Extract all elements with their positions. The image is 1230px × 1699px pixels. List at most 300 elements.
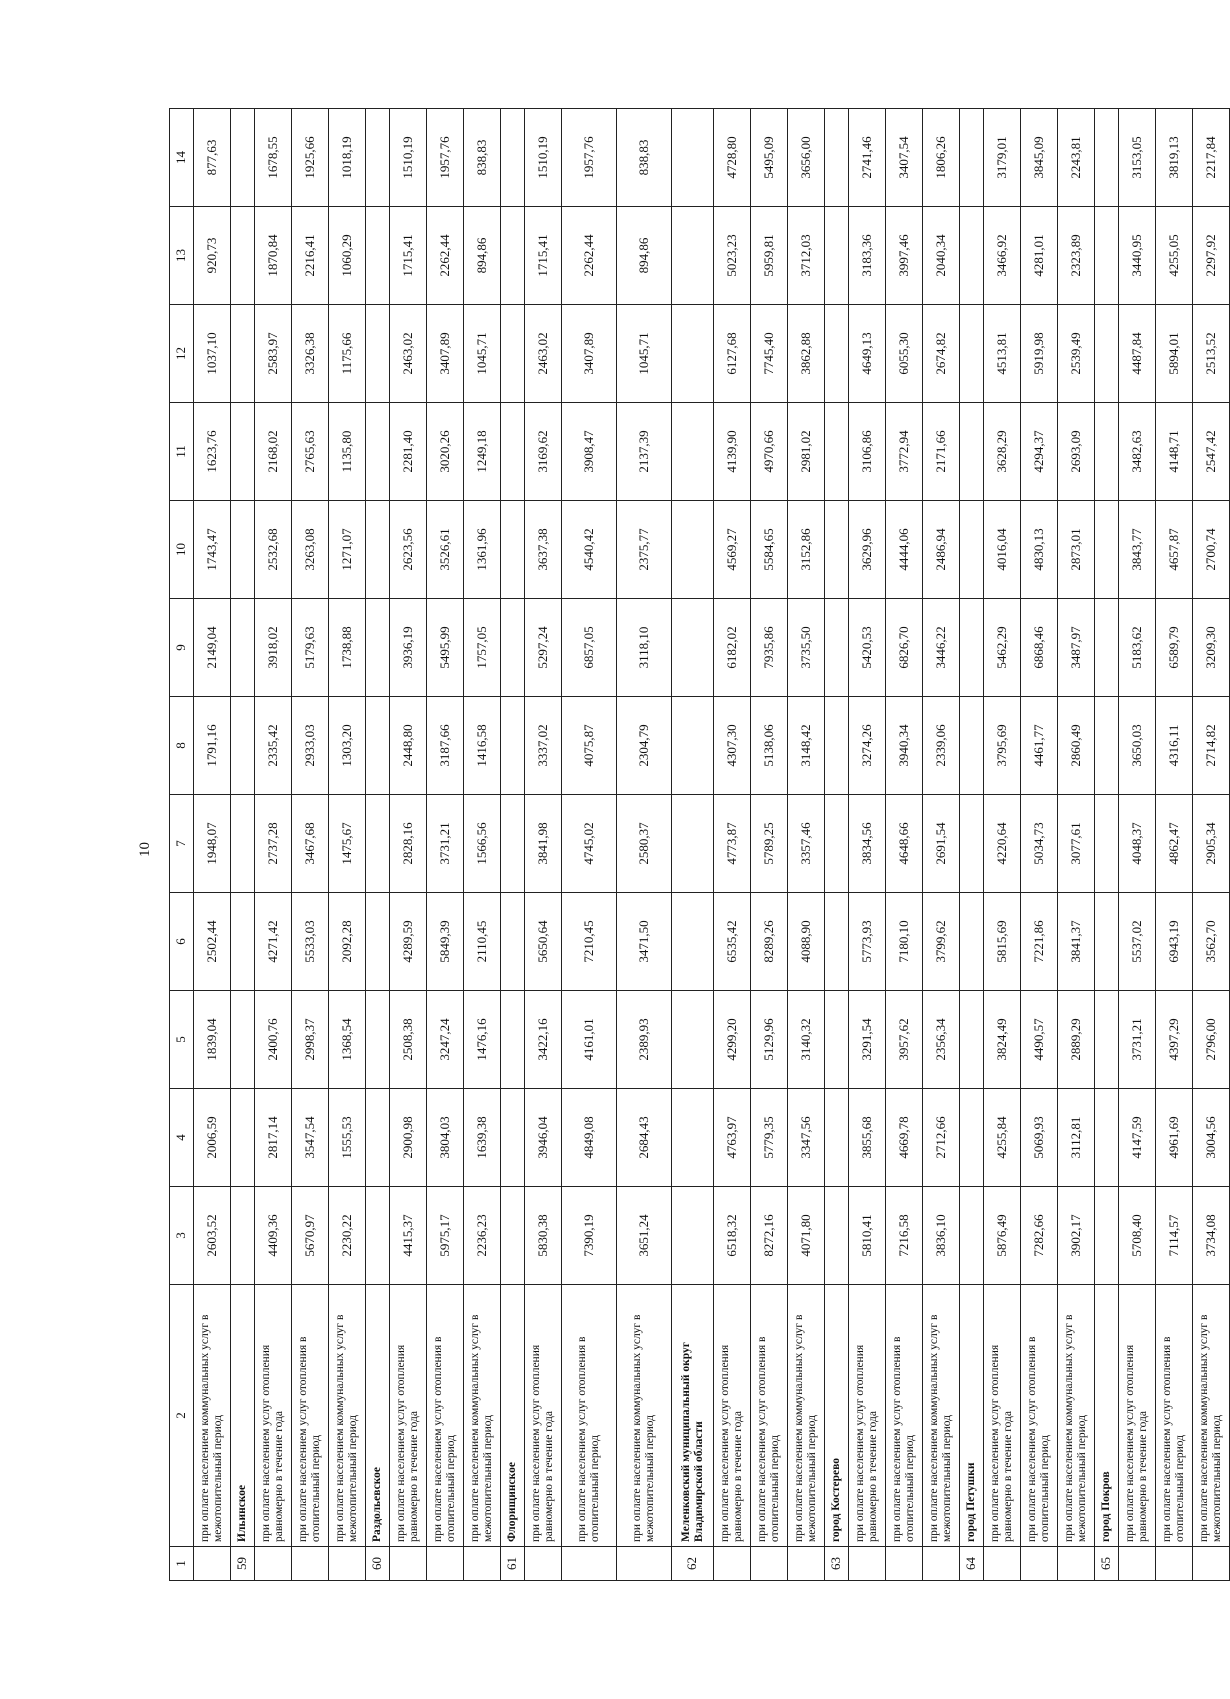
table-row xyxy=(788,109,825,1581)
value-cell: 5462,29 xyxy=(984,599,1021,697)
row-description: при оплате населением коммунальных услуг в межотопительный период xyxy=(329,1285,366,1547)
value-cell: 4307,30 xyxy=(714,697,751,795)
value-cell: 4409,36 xyxy=(255,1187,292,1285)
empty-cell xyxy=(231,207,255,305)
value-cell: 3106,86 xyxy=(849,403,886,501)
empty-cell xyxy=(672,599,714,697)
value-cell: 8272,16 xyxy=(751,1187,788,1285)
row-description: при оплате населением коммунальных услуг в межотопительный период xyxy=(923,1285,960,1547)
value-cell: 2817,14 xyxy=(255,1089,292,1187)
empty-cell xyxy=(231,697,255,795)
value-cell: 2691,54 xyxy=(923,795,960,893)
table-row xyxy=(886,109,923,1581)
value-cell: 5650,64 xyxy=(525,893,562,991)
value-cell: 4316,11 xyxy=(1156,697,1193,795)
empty-cell xyxy=(960,991,984,1089)
value-cell: 5495,99 xyxy=(427,599,464,697)
value-cell: 894,86 xyxy=(617,207,672,305)
value-cell: 4088,90 xyxy=(788,893,825,991)
table-row xyxy=(984,109,1021,1581)
value-cell: 1249,18 xyxy=(464,403,501,501)
value-cell: 6127,68 xyxy=(714,305,751,403)
row-number xyxy=(886,1547,923,1581)
row-number xyxy=(390,1547,427,1581)
row-description: при оплате населением услуг отопления равномерно в течение года xyxy=(714,1285,751,1547)
empty-cell xyxy=(825,893,849,991)
empty-cell xyxy=(825,599,849,697)
row-description: при оплате населением услуг отопления равномерно в течение года xyxy=(1119,1285,1156,1547)
value-cell: 1738,88 xyxy=(329,599,366,697)
empty-cell xyxy=(501,305,525,403)
value-cell: 4397,29 xyxy=(1156,991,1193,1089)
empty-cell xyxy=(501,697,525,795)
row-number: 65 xyxy=(1095,1547,1119,1581)
value-cell: 3819,13 xyxy=(1156,109,1193,207)
row-description: при оплате населением услуг отопления равномерно в течение года xyxy=(984,1285,1021,1547)
empty-cell xyxy=(231,1187,255,1285)
empty-cell xyxy=(1095,991,1119,1089)
value-cell: 3407,54 xyxy=(886,109,923,207)
value-cell: 4255,05 xyxy=(1156,207,1193,305)
column-header: 11 xyxy=(170,403,194,501)
value-cell: 7114,57 xyxy=(1156,1187,1193,1285)
section-title-row xyxy=(501,109,525,1581)
empty-cell xyxy=(231,599,255,697)
value-cell: 838,83 xyxy=(464,109,501,207)
value-cell: 2006,59 xyxy=(194,1089,231,1187)
empty-cell xyxy=(825,1089,849,1187)
value-cell: 1037,10 xyxy=(194,305,231,403)
empty-cell xyxy=(960,893,984,991)
empty-cell xyxy=(231,109,255,207)
row-number xyxy=(562,1547,617,1581)
value-cell: 3247,24 xyxy=(427,991,464,1089)
row-number xyxy=(255,1547,292,1581)
empty-cell xyxy=(825,207,849,305)
value-cell: 3467,68 xyxy=(292,795,329,893)
value-cell: 4139,90 xyxy=(714,403,751,501)
section-title-row xyxy=(825,109,849,1581)
value-cell: 8289,26 xyxy=(751,893,788,991)
value-cell: 2297,92 xyxy=(1193,207,1230,305)
value-cell: 4728,80 xyxy=(714,109,751,207)
value-cell: 4970,66 xyxy=(751,403,788,501)
value-cell: 1566,56 xyxy=(464,795,501,893)
value-cell: 2900,98 xyxy=(390,1089,427,1187)
empty-cell xyxy=(231,1089,255,1187)
value-cell: 4220,64 xyxy=(984,795,1021,893)
value-cell: 4849,08 xyxy=(562,1089,617,1187)
tariff-table xyxy=(169,108,1230,1581)
value-cell: 2137,39 xyxy=(617,403,672,501)
value-cell: 7282,66 xyxy=(1021,1187,1058,1285)
table-row xyxy=(329,109,366,1581)
value-cell: 3326,38 xyxy=(292,305,329,403)
empty-cell xyxy=(366,207,390,305)
empty-cell xyxy=(672,795,714,893)
value-cell: 2580,37 xyxy=(617,795,672,893)
value-cell: 5815,69 xyxy=(984,893,1021,991)
value-cell: 2375,77 xyxy=(617,501,672,599)
section-title-row xyxy=(960,109,984,1581)
value-cell: 5297,24 xyxy=(525,599,562,697)
value-cell: 3804,03 xyxy=(427,1089,464,1187)
row-description: при оплате населением коммунальных услуг в межотопительный период xyxy=(464,1285,501,1547)
empty-cell xyxy=(825,1187,849,1285)
value-cell: 6857,05 xyxy=(562,599,617,697)
table-row xyxy=(751,109,788,1581)
value-cell: 2236,23 xyxy=(464,1187,501,1285)
value-cell: 1791,16 xyxy=(194,697,231,795)
table-row xyxy=(1021,109,1058,1581)
empty-cell xyxy=(1095,403,1119,501)
value-cell: 3997,46 xyxy=(886,207,923,305)
value-cell: 2539,49 xyxy=(1058,305,1095,403)
empty-cell xyxy=(366,1089,390,1187)
value-cell: 3187,66 xyxy=(427,697,464,795)
value-cell: 1806,26 xyxy=(923,109,960,207)
value-cell: 1623,76 xyxy=(194,403,231,501)
empty-cell xyxy=(501,795,525,893)
value-cell: 4071,80 xyxy=(788,1187,825,1285)
row-number: 61 xyxy=(501,1547,525,1581)
value-cell: 5810,41 xyxy=(849,1187,886,1285)
row-description: при оплате населением услуг отопления равномерно в течение года xyxy=(390,1285,427,1547)
value-cell: 3169,62 xyxy=(525,403,562,501)
row-number xyxy=(1193,1547,1230,1581)
empty-cell xyxy=(1095,109,1119,207)
value-cell: 2828,16 xyxy=(390,795,427,893)
value-cell: 5069,93 xyxy=(1021,1089,1058,1187)
value-cell: 4961,69 xyxy=(1156,1089,1193,1187)
value-cell: 3118,10 xyxy=(617,599,672,697)
section-title: Флорищинское xyxy=(501,1285,525,1547)
value-cell: 2765,63 xyxy=(292,403,329,501)
row-number xyxy=(194,1547,231,1581)
value-cell: 5670,97 xyxy=(292,1187,329,1285)
value-cell: 4271,42 xyxy=(255,893,292,991)
empty-cell xyxy=(825,305,849,403)
row-number: 63 xyxy=(825,1547,849,1581)
empty-cell xyxy=(960,697,984,795)
row-description: при оплате населением услуг отопления в отопительный период xyxy=(886,1285,923,1547)
row-number xyxy=(1156,1547,1193,1581)
value-cell: 2448,80 xyxy=(390,697,427,795)
row-number: 64 xyxy=(960,1547,984,1581)
table-row xyxy=(464,109,501,1581)
empty-cell xyxy=(366,893,390,991)
row-description: при оплате населением услуг отопления в отопительный период xyxy=(562,1285,617,1547)
empty-cell xyxy=(672,109,714,207)
empty-cell xyxy=(825,403,849,501)
value-cell: 1018,19 xyxy=(329,109,366,207)
empty-cell xyxy=(672,991,714,1089)
value-cell: 3466,92 xyxy=(984,207,1021,305)
value-cell: 2547,42 xyxy=(1193,403,1230,501)
value-cell: 877,63 xyxy=(194,109,231,207)
row-number xyxy=(788,1547,825,1581)
empty-cell xyxy=(825,109,849,207)
table-row xyxy=(714,109,751,1581)
column-header: 8 xyxy=(170,697,194,795)
value-cell: 3482,63 xyxy=(1119,403,1156,501)
value-cell: 1957,76 xyxy=(427,109,464,207)
table-row xyxy=(923,109,960,1581)
value-cell: 3153,05 xyxy=(1119,109,1156,207)
empty-cell xyxy=(672,697,714,795)
value-cell: 2700,74 xyxy=(1193,501,1230,599)
row-number: 59 xyxy=(231,1547,255,1581)
empty-cell xyxy=(825,501,849,599)
value-cell: 920,73 xyxy=(194,207,231,305)
value-cell: 3152,86 xyxy=(788,501,825,599)
value-cell: 3487,97 xyxy=(1058,599,1095,697)
empty-cell xyxy=(366,599,390,697)
empty-cell xyxy=(501,109,525,207)
value-cell: 5919,98 xyxy=(1021,305,1058,403)
value-cell: 3407,89 xyxy=(427,305,464,403)
rotated-table-wrapper xyxy=(169,111,1223,1581)
row-description: при оплате населением услуг отопления в отопительный период xyxy=(427,1285,464,1547)
value-cell: 1475,67 xyxy=(329,795,366,893)
column-header: 2 xyxy=(170,1285,194,1547)
empty-cell xyxy=(672,1187,714,1285)
value-cell: 3799,62 xyxy=(923,893,960,991)
section-title: Меленковский муниципальный округ Владимирской области xyxy=(672,1285,714,1547)
value-cell: 4513,81 xyxy=(984,305,1021,403)
value-cell: 2262,44 xyxy=(427,207,464,305)
value-cell: 5959,81 xyxy=(751,207,788,305)
value-cell: 5533,03 xyxy=(292,893,329,991)
value-cell: 1639,38 xyxy=(464,1089,501,1187)
value-cell: 6826,70 xyxy=(886,599,923,697)
value-cell: 5894,01 xyxy=(1156,305,1193,403)
value-cell: 3908,47 xyxy=(562,403,617,501)
value-cell: 4281,01 xyxy=(1021,207,1058,305)
table-row xyxy=(1193,109,1230,1581)
row-number xyxy=(292,1547,329,1581)
value-cell: 3772,94 xyxy=(886,403,923,501)
value-cell: 2323,89 xyxy=(1058,207,1095,305)
row-number xyxy=(751,1547,788,1581)
value-cell: 4148,71 xyxy=(1156,403,1193,501)
value-cell: 3347,56 xyxy=(788,1089,825,1187)
row-number xyxy=(617,1547,672,1581)
value-cell: 5183,62 xyxy=(1119,599,1156,697)
value-cell: 2684,43 xyxy=(617,1089,672,1187)
empty-cell xyxy=(672,403,714,501)
table-row xyxy=(562,109,617,1581)
value-cell: 1870,84 xyxy=(255,207,292,305)
value-cell: 4649,13 xyxy=(849,305,886,403)
value-cell: 7180,10 xyxy=(886,893,923,991)
row-number xyxy=(849,1547,886,1581)
value-cell: 3148,42 xyxy=(788,697,825,795)
value-cell: 7745,40 xyxy=(751,305,788,403)
value-cell: 894,86 xyxy=(464,207,501,305)
value-cell: 1175,66 xyxy=(329,305,366,403)
empty-cell xyxy=(366,501,390,599)
value-cell: 1045,71 xyxy=(617,305,672,403)
value-cell: 4415,37 xyxy=(390,1187,427,1285)
value-cell: 4147,59 xyxy=(1119,1089,1156,1187)
value-cell: 838,83 xyxy=(617,109,672,207)
empty-cell xyxy=(366,305,390,403)
value-cell: 4745,02 xyxy=(562,795,617,893)
empty-cell xyxy=(366,1187,390,1285)
empty-cell xyxy=(960,305,984,403)
row-description: при оплате населением коммунальных услуг в межотопительный период xyxy=(1193,1285,1230,1547)
empty-cell xyxy=(960,109,984,207)
row-number xyxy=(714,1547,751,1581)
value-cell: 1045,71 xyxy=(464,305,501,403)
table-row xyxy=(194,109,231,1581)
row-description: при оплате населением услуг отопления в отопительный период xyxy=(751,1285,788,1547)
value-cell: 3140,32 xyxy=(788,991,825,1089)
value-cell: 3824,49 xyxy=(984,991,1021,1089)
empty-cell xyxy=(960,1089,984,1187)
section-title: город Петушки xyxy=(960,1285,984,1547)
section-title-row xyxy=(366,109,390,1581)
empty-cell xyxy=(960,795,984,893)
value-cell: 3471,50 xyxy=(617,893,672,991)
column-header: 5 xyxy=(170,991,194,1089)
value-cell: 4294,37 xyxy=(1021,403,1058,501)
value-cell: 5034,73 xyxy=(1021,795,1058,893)
value-cell: 2356,34 xyxy=(923,991,960,1089)
value-cell: 2741,46 xyxy=(849,109,886,207)
value-cell: 4161,01 xyxy=(562,991,617,1089)
value-cell: 7216,58 xyxy=(886,1187,923,1285)
row-number xyxy=(1058,1547,1095,1581)
value-cell: 3183,36 xyxy=(849,207,886,305)
table-row xyxy=(849,109,886,1581)
value-cell: 2933,03 xyxy=(292,697,329,795)
section-title: город Костерево xyxy=(825,1285,849,1547)
value-cell: 3274,26 xyxy=(849,697,886,795)
value-cell: 2339,06 xyxy=(923,697,960,795)
row-description: при оплате населением услуг отопления равномерно в течение года xyxy=(255,1285,292,1547)
value-cell: 4657,87 xyxy=(1156,501,1193,599)
row-number xyxy=(464,1547,501,1581)
value-cell: 3834,56 xyxy=(849,795,886,893)
table-row xyxy=(1058,109,1095,1581)
value-cell: 3712,03 xyxy=(788,207,825,305)
value-cell: 3562,70 xyxy=(1193,893,1230,991)
value-cell: 1135,80 xyxy=(329,403,366,501)
row-description: при оплате населением коммунальных услуг в межотопительный период xyxy=(194,1285,231,1547)
section-title-row xyxy=(672,109,714,1581)
value-cell: 2171,66 xyxy=(923,403,960,501)
table-row xyxy=(390,109,427,1581)
empty-cell xyxy=(1095,893,1119,991)
column-header: 12 xyxy=(170,305,194,403)
row-description: при оплате населением услуг отопления в отопительный период xyxy=(292,1285,329,1547)
row-description: при оплате населением услуг отопления равномерно в течение года xyxy=(525,1285,562,1547)
value-cell: 1271,07 xyxy=(329,501,366,599)
empty-cell xyxy=(672,893,714,991)
value-cell: 4289,59 xyxy=(390,893,427,991)
empty-cell xyxy=(366,109,390,207)
value-cell: 4569,27 xyxy=(714,501,751,599)
value-cell: 2674,82 xyxy=(923,305,960,403)
empty-cell xyxy=(366,697,390,795)
table-row xyxy=(292,109,329,1581)
row-number: 62 xyxy=(672,1547,714,1581)
table-row xyxy=(1156,109,1193,1581)
value-cell: 1510,19 xyxy=(390,109,427,207)
value-cell: 1416,58 xyxy=(464,697,501,795)
value-cell: 3843,77 xyxy=(1119,501,1156,599)
table-row xyxy=(525,109,562,1581)
value-cell: 1743,47 xyxy=(194,501,231,599)
empty-cell xyxy=(366,403,390,501)
value-cell: 2981,02 xyxy=(788,403,825,501)
value-cell: 3446,22 xyxy=(923,599,960,697)
value-cell: 3407,89 xyxy=(562,305,617,403)
row-number xyxy=(1021,1547,1058,1581)
section-title-row xyxy=(1095,109,1119,1581)
value-cell: 5129,96 xyxy=(751,991,788,1089)
value-cell: 1555,53 xyxy=(329,1089,366,1187)
value-cell: 3077,61 xyxy=(1058,795,1095,893)
value-cell: 4444,06 xyxy=(886,501,923,599)
value-cell: 3547,54 xyxy=(292,1089,329,1187)
section-title: Раздольевское xyxy=(366,1285,390,1547)
value-cell: 2463,02 xyxy=(525,305,562,403)
value-cell: 3734,08 xyxy=(1193,1187,1230,1285)
value-cell: 2513,52 xyxy=(1193,305,1230,403)
empty-cell xyxy=(501,501,525,599)
value-cell: 4540,42 xyxy=(562,501,617,599)
value-cell: 2603,52 xyxy=(194,1187,231,1285)
value-cell: 2796,00 xyxy=(1193,991,1230,1089)
value-cell: 3650,03 xyxy=(1119,697,1156,795)
value-cell: 1715,41 xyxy=(525,207,562,305)
value-cell: 3855,68 xyxy=(849,1089,886,1187)
value-cell: 5876,49 xyxy=(984,1187,1021,1285)
value-cell: 7221,86 xyxy=(1021,893,1058,991)
value-cell: 3651,24 xyxy=(617,1187,672,1285)
value-cell: 5773,93 xyxy=(849,893,886,991)
value-cell: 2216,41 xyxy=(292,207,329,305)
row-description: при оплате населением услуг отопления в отопительный период xyxy=(1021,1285,1058,1547)
value-cell: 4016,04 xyxy=(984,501,1021,599)
value-cell: 3841,98 xyxy=(525,795,562,893)
column-header: 3 xyxy=(170,1187,194,1285)
value-cell: 2040,34 xyxy=(923,207,960,305)
value-cell: 3836,10 xyxy=(923,1187,960,1285)
value-cell: 2230,22 xyxy=(329,1187,366,1285)
value-cell: 2149,04 xyxy=(194,599,231,697)
row-number xyxy=(525,1547,562,1581)
value-cell: 5420,53 xyxy=(849,599,886,697)
value-cell: 5779,35 xyxy=(751,1089,788,1187)
value-cell: 3795,69 xyxy=(984,697,1021,795)
empty-cell xyxy=(501,1187,525,1285)
value-cell: 5789,25 xyxy=(751,795,788,893)
empty-cell xyxy=(366,991,390,1089)
value-cell: 1060,29 xyxy=(329,207,366,305)
value-cell: 1476,16 xyxy=(464,991,501,1089)
value-cell: 4461,77 xyxy=(1021,697,1058,795)
empty-cell xyxy=(1095,1089,1119,1187)
value-cell: 3209,30 xyxy=(1193,599,1230,697)
empty-cell xyxy=(1095,207,1119,305)
value-cell: 3357,46 xyxy=(788,795,825,893)
empty-cell xyxy=(960,599,984,697)
empty-cell xyxy=(1095,305,1119,403)
